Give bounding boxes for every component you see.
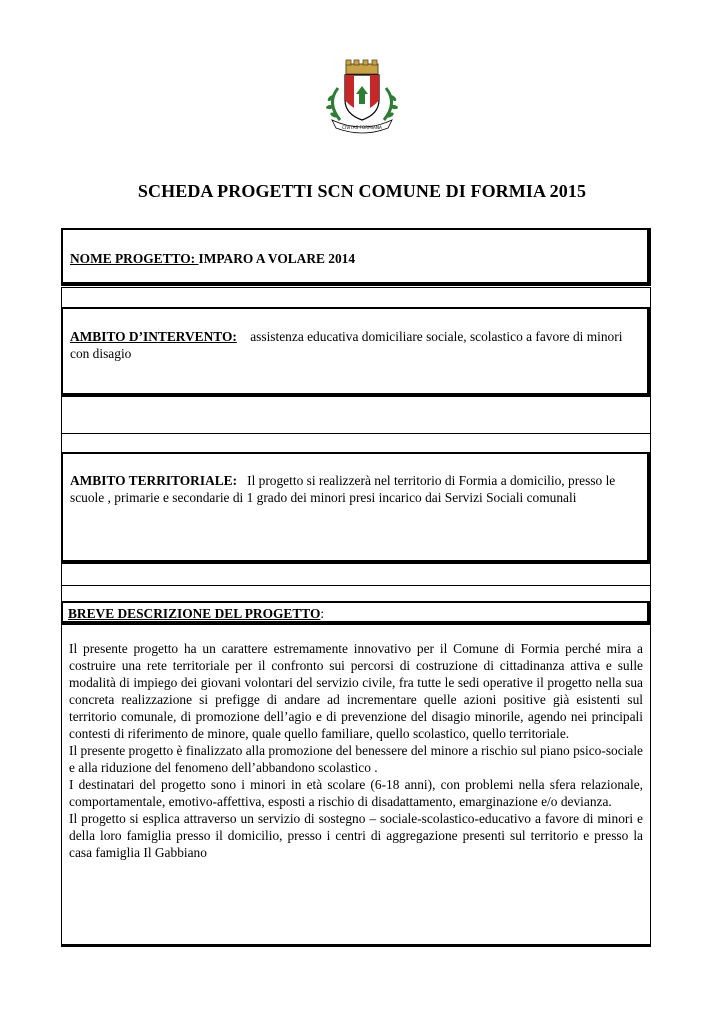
project-name-value: IMPARO A VOLARE 2014	[198, 251, 356, 266]
project-name-label: NOME PROGETTO:	[70, 251, 196, 266]
separator	[61, 585, 651, 586]
spacer-row	[61, 287, 651, 307]
spacer-row	[61, 397, 651, 452]
intervention-scope-value: assistenza educativa domiciliare sociale, scolastico a favore di minori con disagio	[70, 329, 623, 361]
description-paragraph: Il progetto si esplica attraverso un servizio di sostegno – sociale-scolastico-educativo a favore di minori e della loro famiglia presso il domicilio, presso i centri di aggregazione presenti sul territorio e presso la casa famiglia Il Gabbiano	[69, 811, 643, 860]
intervention-scope-box	[61, 307, 651, 397]
description-paragraph: Il presente progetto è finalizzato alla promozione del benessere del minore a rischio sul piano psico-sociale e alla riduzione del fenomeno dell’abbandono scolastico .	[69, 743, 643, 775]
description-paragraph: I destinatari del progetto sono i minori in età scolare (6-18 anni), con problemi nella sfera relazionale, comportamentale, emotivo-affettiva, esposti a rischio di disadattamento, emarginazione e/o devianza.	[69, 777, 643, 809]
separator	[61, 433, 651, 434]
description-header: BREVE DESCRIZIONE DEL PROGETTO:	[61, 601, 651, 625]
territorial-scope-box	[61, 452, 651, 564]
territorial-scope-value: Il progetto si realizzerà nel territorio di Formia a domicilio, presso le scuole , primarie e secondarie di 1 grado dei minori presi incarico dai Servizi Sociali comunali	[70, 473, 616, 505]
description-body	[61, 625, 651, 947]
description-label: BREVE DESCRIZIONE DEL PROGETTO	[68, 606, 321, 621]
project-name-box	[61, 228, 651, 286]
description-paragraph: Il presente progetto ha un carattere estremamente innovativo per il Comune di Formia perché mira a costruire una rete territoriale per il confronto sui percorsi di costruzione di cittadinanza attiva e sulle modalità di impiego dei giovani volontari del servizio civile, fra tutte le sedi operative il progetto nella sua concreta realizzazione si prefigge di andare ad incrementare quelle azioni positive già esistenti sul territorio comunale, di promozione dell’agio e di prevenzione del disagio minorile, agendo nei principali contesti di riferimento de minore, quale quello familiare, quello scolastico, quello territoriale.	[69, 641, 643, 741]
coat-of-arms-logo	[318, 58, 406, 134]
spacer-row	[61, 564, 651, 601]
crest-motto: CIVITAS FORMIANA	[342, 125, 382, 130]
intervention-scope-label: AMBITO D’INTERVENTO:	[70, 329, 237, 344]
territorial-scope-label: AMBITO TERRITORIALE:	[70, 473, 238, 488]
document-title: SCHEDA PROGETTI SCN COMUNE DI FORMIA 2015	[137, 181, 587, 201]
